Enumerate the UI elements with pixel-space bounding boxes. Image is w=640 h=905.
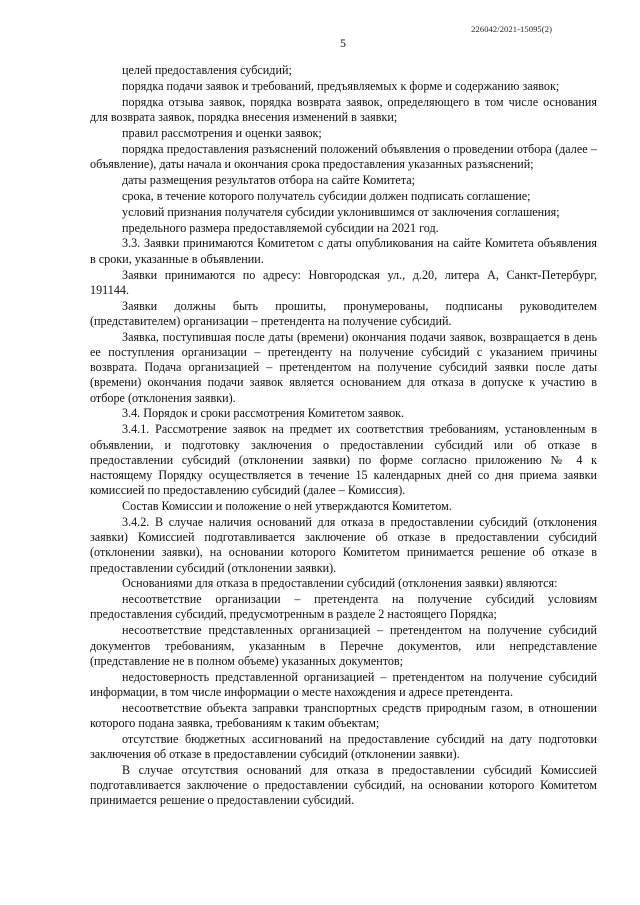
- paragraph: Состав Комиссии и положение о ней утверждаются Комитетом.: [122, 499, 452, 513]
- paragraph: В случае отсутствия оснований для отказа в предоставлении субсидий Комиссией подготавливается заключение о предоставлении субсидий, на основании которого Комитетом принимается решение о предоставлении субсидий.: [90, 762, 597, 808]
- paragraph: порядка отзыва заявок, порядка возврата заявок, определяющего в том числе основания для возврата заявок, порядка внесения изменений в заявки;: [90, 94, 597, 124]
- paragraph: 3.4.2. В случае наличия оснований для отказа в предоставлении субсидий (отклонения заявки) Комиссией подготавливается заключение об отказе в предоставлении субсидий (отклонении заявки), на основании которого Комитетом принимается решение об отказе в предоставлении субсидий (отклонении заявки).: [90, 514, 597, 575]
- paragraph: 3.3. Заявки принимаются Комитетом с даты опубликования на сайте Комитета объявления в сроки, указанные в объявлении.: [90, 236, 597, 266]
- paragraph: предельного размера предоставляемой субсидии на 2021 год.: [122, 220, 439, 235]
- paragraph: правил рассмотрения и оценки заявок;: [122, 125, 322, 140]
- paragraph: даты размещения результатов отбора на сайте Комитета;: [122, 172, 416, 187]
- paragraph: несоответствие объекта заправки транспортных средств природным газом, в отношении которого подана заявка, требованиям к таким объектам;: [90, 700, 597, 730]
- paragraph: Заявка, поступившая после даты (времени) окончания подачи заявок, возвращается в день ее поступления организации – претенденту на получение субсидий с указанием причины возврата. Подача организацией – претендентом на получение субсидий заявки после даты (времени) окончания подачи заявок является основанием для отказа в допуске к участию в отборе (отклонения заявки).: [90, 329, 597, 405]
- paragraph: Основаниями для отказа в предоставлении субсидий (отклонения заявки) являются:: [122, 576, 558, 591]
- paragraph: Заявки должны быть прошиты, пронумерованы, подписаны руководителем (представителем) организации – претендента на получение субсидий.: [90, 298, 597, 328]
- paragraph: целей предоставления субсидий;: [122, 63, 292, 77]
- document-body: [90, 63, 597, 809]
- paragraph: отсутствие бюджетных ассигнований на предоставление субсидий на дату подготовки заключения об отказе в предоставлении субсидий (отклонении заявки).: [90, 731, 597, 762]
- paragraph: 3.4. Порядок и сроки рассмотрения Комитетом заявок.: [122, 406, 405, 421]
- document-registration-number: 226042/2021-15095(2): [471, 24, 552, 34]
- paragraph: несоответствие представленных организацией – претендентом на получение субсидий документов требованиям, указанным в Перечне документов, или непредставление (представление не в полном объеме) указанных документов;: [90, 623, 597, 668]
- paragraph: срока, в течение которого получатель субсидии должен подписать соглашение;: [122, 188, 531, 203]
- paragraph: несоответствие организации – претендента на получение субсидий условиям предоставления субсидий, предусмотренным в разделе 2 настоящего Порядка;: [90, 592, 597, 622]
- paragraph: 3.4.1. Рассмотрение заявок на предмет их соответствия требованиям, установленным в объявлении, и подготовку заключения о предоставлении субсидий или об отказе в предоставлении субсидий (отклонении заявки) по форме согласно приложению № 4 к настоящему Порядку осуществляется в течение 15 календарных дней со дня приема заявки комиссией по предоставлению субсидий (далее – Комиссия).: [90, 422, 597, 498]
- paragraph: условий признания получателя субсидии уклонившимся от заключения соглашения;: [122, 204, 560, 219]
- page-number: 5: [340, 36, 346, 50]
- paragraph: порядка предоставления разъяснений положений объявления о проведении отбора (далее – объявление), даты начала и окончания срока предоставления указанных разъяснений;: [90, 141, 597, 171]
- paragraph: порядка подачи заявок и требований, предъявляемых к форме и содержанию заявок;: [122, 78, 560, 93]
- paragraph: недостоверность представленной организацией – претендентом на получение субсидий информации, в том числе информации о месте нахождения и адресе претендента.: [90, 669, 597, 699]
- paragraph: Заявки принимаются по адресу: Новгородская ул., д.20, литера А, Санкт-Петербург, 191144.: [90, 267, 597, 297]
